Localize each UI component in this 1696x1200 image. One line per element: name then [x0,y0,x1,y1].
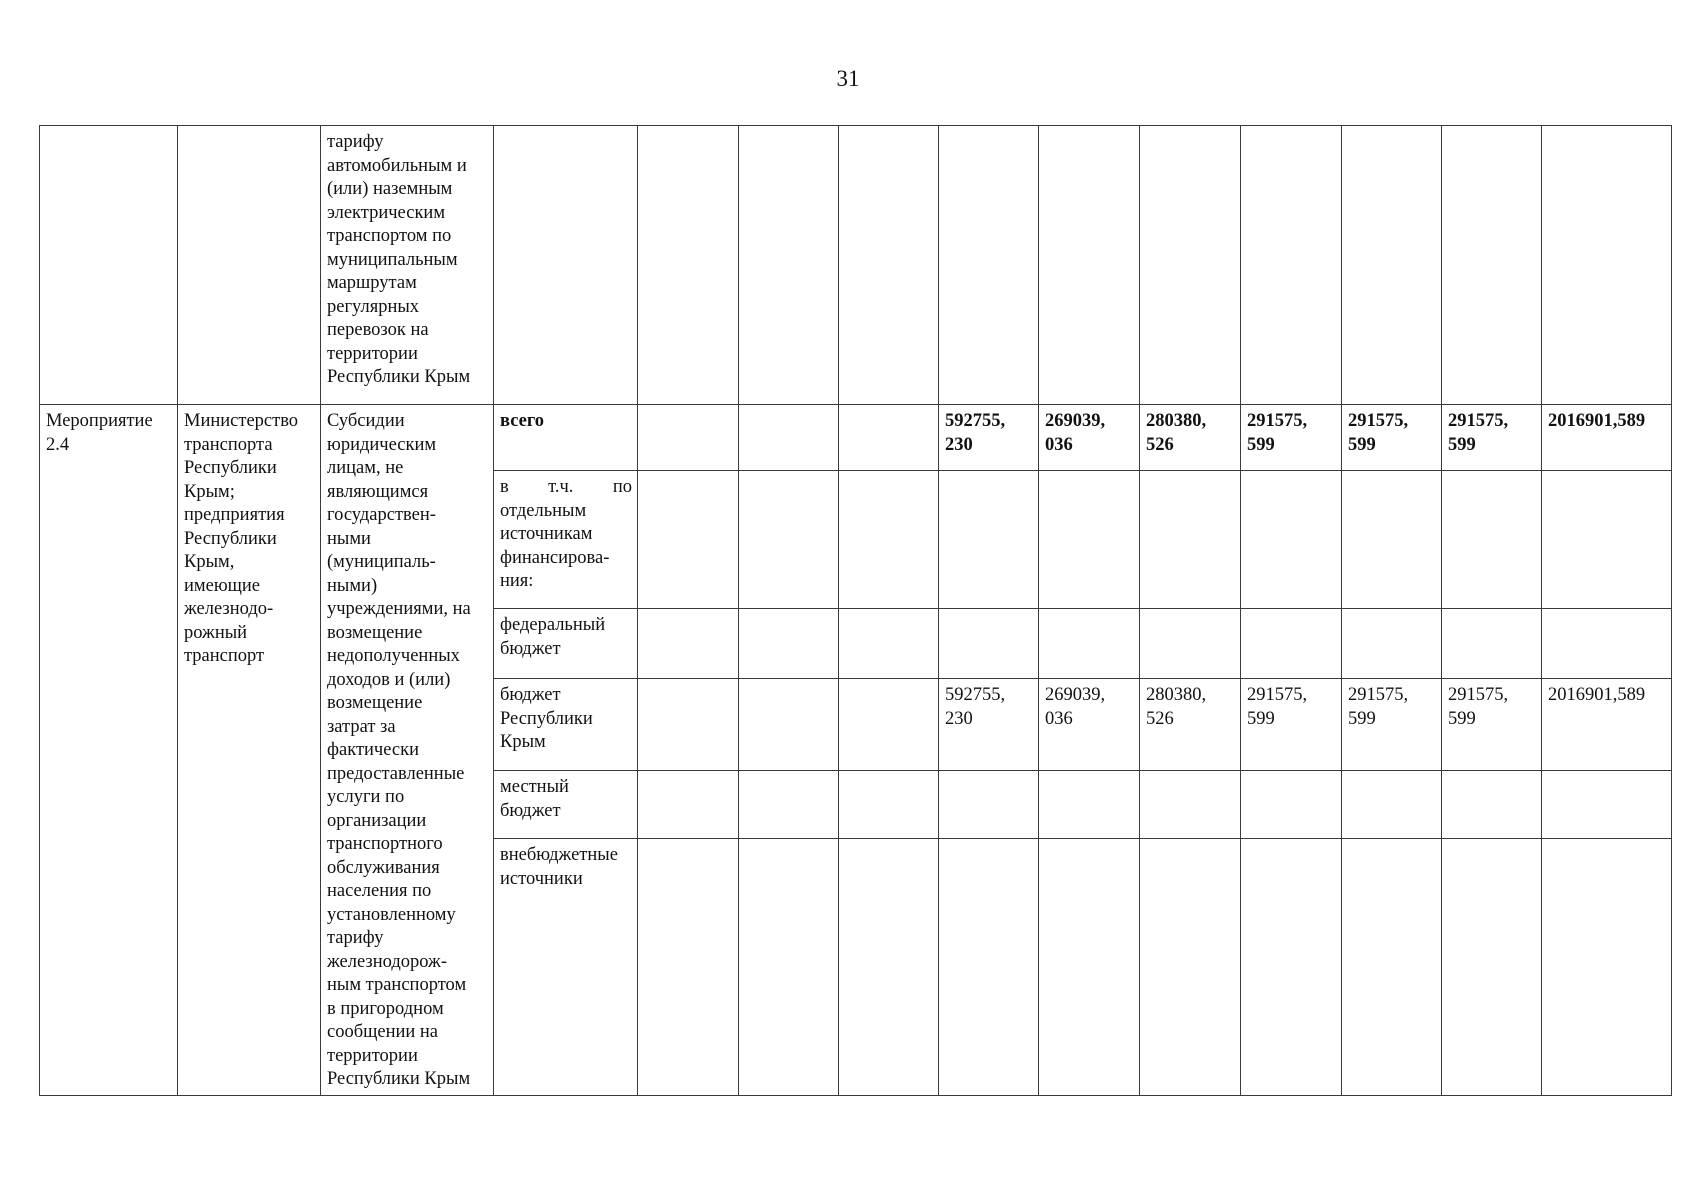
value-line: 036 [1045,434,1073,455]
text-line: транспортом по [327,226,452,246]
cell-empty [1241,609,1342,679]
total-value-cell [1039,405,1140,471]
cell-empty [739,126,839,405]
text-line: транспорт [184,646,265,666]
cell-empty [739,771,839,839]
text-line: Республики [184,528,277,549]
cell-empty [839,609,939,679]
cell-empty [638,679,739,771]
text-line: маршрутам [327,273,417,293]
text-line: Республики Крым [327,1069,471,1089]
cell-empty [638,839,739,1095]
text-line: Крым, [184,552,235,572]
cell-empty [739,471,839,609]
text-line: Мероприятие [46,411,153,431]
value-line: 291575, [1348,411,1409,431]
value-line: 599 [1448,708,1476,729]
cell-empty [839,679,939,771]
text-line: ным транспортом [327,975,467,995]
text-line: электрическим [327,202,446,223]
cell-empty [638,471,739,609]
value-line: 592755, [945,411,1006,431]
text-line: предоставленные [327,763,465,784]
cell-empty [839,471,939,609]
cell-empty [839,405,939,471]
value-line: 2016901,589 [1548,411,1646,431]
republic-value-cell [1342,679,1442,771]
text-line: Министерство [184,411,299,431]
value-line: 2016901,589 [1548,685,1646,706]
text-line: рожный [184,622,248,643]
text-line: Республики [500,708,593,729]
text-line: организации [327,810,427,831]
text-line: транспортного [327,834,443,854]
cell-empty [939,839,1039,1095]
value-line: 291575, [1247,685,1308,706]
cell-empty [638,771,739,839]
republic-value-cell [939,679,1039,771]
text-line: государствен- [327,505,436,525]
text-line: услуги по [327,787,405,807]
value-line: 599 [1448,434,1476,455]
cell-empty [1442,609,1542,679]
cell-empty [1140,771,1241,839]
word: в [500,477,509,498]
cell-empty [939,126,1039,405]
text-line: бюджет [500,685,561,706]
cell-empty [1342,126,1442,405]
word: т.ч. [548,477,574,498]
source-local-label [494,771,638,839]
cell-empty [739,839,839,1095]
value-line: 280380, [1146,685,1207,706]
value-line: 280380, [1146,411,1207,431]
text-line: транспорта [184,434,273,455]
justified-line [500,476,632,500]
text-line: в пригородном [327,998,444,1019]
text-line: тарифу [327,132,384,152]
text-line: предприятия [184,505,285,525]
text-line: Субсидии [327,411,405,431]
source-republic-label [494,679,638,771]
cell-empty [1241,839,1342,1095]
cell-empty [178,126,321,405]
text-line: юридическим [327,434,437,455]
value-line: 230 [945,434,973,455]
cell-empty [1442,126,1542,405]
text-line: внебюджетные [500,845,618,866]
value-line: 230 [945,708,973,729]
cell-empty [1542,771,1672,839]
cell-empty [1542,839,1672,1095]
cell-empty [40,126,178,405]
text-line: железнодо- [184,599,274,619]
cell-empty [1039,839,1140,1095]
text-line: затрат за [327,716,396,737]
value-line: 291575, [1448,685,1509,706]
cell-empty [1140,126,1241,405]
cell-empty [1542,126,1672,405]
text-line: местный [500,777,569,798]
total-value-cell [1140,405,1241,471]
cell-empty [739,405,839,471]
cell-empty [739,609,839,679]
text-line: финансирова- [500,547,610,568]
text-line: лицам, не [327,458,404,478]
text-line: тарифу [327,928,384,948]
text-line: сообщении на [327,1022,439,1042]
cell-empty [939,609,1039,679]
word: по [612,477,632,498]
financing-table [39,125,1672,1096]
text-line: Республики Крым [327,367,471,387]
cell-empty [1542,471,1672,609]
text-line: отдельным [500,500,587,521]
source-total-label: всего [494,405,638,471]
cell-empty [1241,471,1342,609]
text-line: 2.4 [46,434,70,455]
cell-empty [1442,471,1542,609]
value-line: 036 [1045,708,1073,729]
cell-empty [1542,609,1672,679]
text-line: обслуживания [327,857,440,878]
cell-empty [1241,126,1342,405]
total-value-cell [1241,405,1342,471]
cell-empty [1442,839,1542,1095]
cell-empty [1342,771,1442,839]
cell-empty [1140,471,1241,609]
total-sum-cell [1542,405,1672,471]
cell-empty [839,771,939,839]
text-line: территории [327,1045,418,1066]
cell-empty [939,471,1039,609]
text-line: железнодорож- [327,951,447,972]
text-line: муниципальным [327,249,458,270]
measure-description-cell [321,405,494,1096]
total-value-cell [1342,405,1442,471]
source-federal-label [494,609,638,679]
text-line: возмещение [327,693,423,713]
text-line: Республики [184,458,277,478]
value-line: 592755, [945,685,1006,706]
text-line: автомобильным и [327,155,467,176]
value-line: 599 [1247,708,1275,729]
cell-empty [638,609,739,679]
cell-empty [1241,771,1342,839]
value-line: 269039, [1045,411,1106,431]
republic-value-cell [1039,679,1140,771]
text-line: (муниципаль- [327,552,436,572]
text-line: бюджет [500,800,561,821]
measure-name-cell [40,405,178,1096]
page-number: 31 [836,66,860,91]
cell-empty [1342,839,1442,1095]
value-line: 526 [1146,708,1174,729]
total-row [40,405,1672,471]
source-including-label [494,471,638,609]
text-line: федеральный [500,615,606,636]
cell-empty [638,126,739,405]
text-line: ния: [500,571,534,592]
cell-empty [1039,609,1140,679]
cell-empty [494,126,638,405]
text-line: недополученных [327,646,460,666]
cell-empty [839,126,939,405]
text-line: являющимся [327,481,429,502]
cell-empty [739,679,839,771]
source-extra-label [494,839,638,1095]
text-line: перевозок на [327,320,429,340]
text-line: (или) наземным [327,179,453,199]
value-line: 599 [1348,708,1376,729]
measure-executor-cell [178,405,321,1096]
text-line: регулярных [327,296,420,317]
text-line: установленному [327,904,456,925]
cell-empty [839,839,939,1095]
cell-empty [1342,471,1442,609]
text-line: доходов и (или) [327,669,451,690]
continuation-row [40,126,1672,405]
cell-empty [638,405,739,471]
cell-empty [939,771,1039,839]
value-line: 526 [1146,434,1174,455]
value-line: 599 [1348,434,1376,455]
cell-empty [1039,126,1140,405]
republic-value-cell [1442,679,1542,771]
text-line: Крым [500,732,546,753]
text-line: фактически [327,740,420,760]
cell-empty [1039,771,1140,839]
text-line: Крым; [184,481,235,502]
total-value-cell [939,405,1039,471]
text-line: учреждениями, на [327,599,471,619]
value-line: 599 [1247,434,1275,455]
value-line: 291575, [1247,411,1308,431]
value-line: 269039, [1045,685,1106,706]
text-line: возмещение [327,622,423,643]
value-line: 291575, [1348,685,1409,706]
text-line: источники [500,868,583,889]
cell-empty [1140,609,1241,679]
text-line: ными [327,528,371,549]
total-value-cell [1442,405,1542,471]
cell-empty [1140,839,1241,1095]
text-line: ными) [327,575,378,596]
text-line: бюджет [500,638,561,659]
value-line: 291575, [1448,411,1509,431]
text-line: территории [327,343,418,364]
cell-empty [1442,771,1542,839]
text-line: населения по [327,881,432,901]
republic-value-cell [1140,679,1241,771]
continuation-description-cell [321,126,494,405]
cell-empty [1039,471,1140,609]
republic-sum-cell [1542,679,1672,771]
republic-value-cell [1241,679,1342,771]
text-line: источникам [500,524,593,545]
text-line: имеющие [184,575,260,596]
cell-empty [1342,609,1442,679]
